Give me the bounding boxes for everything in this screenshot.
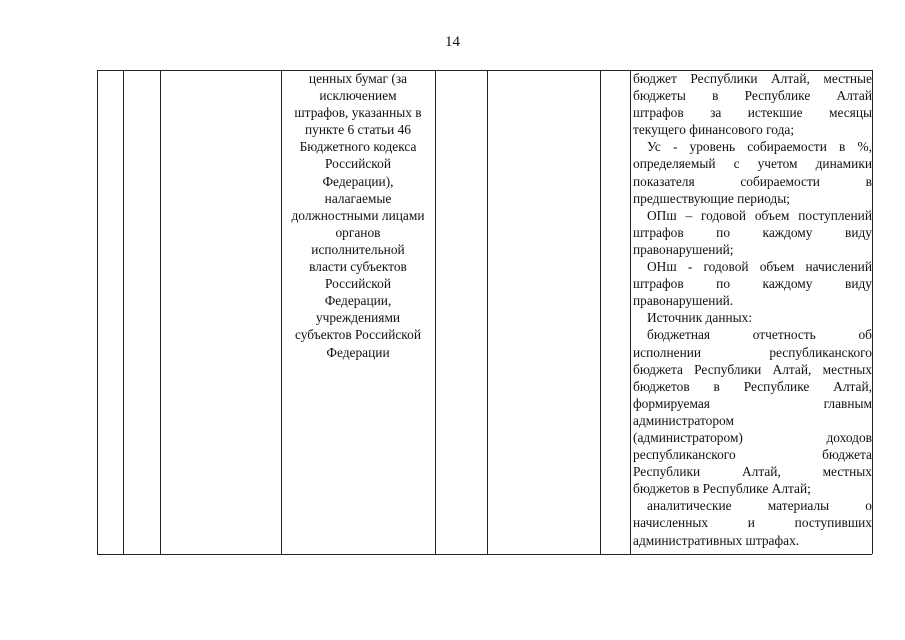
name-line: должностными лицами — [291, 207, 425, 223]
name-line: Федерации, — [324, 293, 392, 309]
table-border-right — [872, 70, 873, 554]
method-line: ОПш – годовой объем поступлений — [647, 207, 872, 223]
name-line: налагаемые — [324, 190, 392, 206]
method-line: ОНш - годовой объем начислений — [647, 259, 872, 275]
name-line: власти субъектов — [309, 259, 407, 275]
method-line: предшествующие периоды; — [633, 190, 790, 206]
method-line: начисленных и поступивших — [633, 515, 872, 531]
method-line: (администратором) доходов — [633, 429, 872, 445]
income-name-cell — [281, 70, 435, 361]
table-border-left — [97, 70, 98, 554]
calculation-method-cell — [633, 70, 872, 549]
method-line: бюджетная отчетность об — [647, 327, 872, 343]
name-line: Российской — [325, 156, 391, 172]
name-line: органов — [335, 224, 381, 240]
method-line: бюджета Республики Алтай, местных — [633, 361, 872, 377]
name-line: Бюджетного кодекса — [299, 139, 417, 155]
method-line: Республики Алтай, местных — [633, 464, 872, 480]
method-line: формируемая главным — [633, 395, 872, 411]
method-line: бюджеты в Республике Алтай — [633, 88, 872, 104]
table-divider-1 — [123, 70, 124, 554]
method-line: штрафов за истекшие месяцы — [633, 105, 872, 121]
method-line: Ус - уровень собираемости в %, — [647, 139, 872, 155]
name-line: Российской — [325, 276, 391, 292]
method-line: показателя собираемости в — [633, 173, 872, 189]
name-line: Федерации — [326, 344, 390, 360]
method-line: штрафов по каждому виду — [633, 276, 872, 292]
method-line: определяемый с учетом динамики — [633, 156, 872, 172]
method-line: штрафов по каждому виду — [633, 224, 872, 240]
method-line: правонарушений; — [633, 241, 734, 257]
table-divider-4 — [435, 70, 436, 554]
method-line: Источник данных: — [647, 310, 753, 326]
method-line: бюджетов в Республике Алтай, — [633, 378, 872, 394]
table-divider-5 — [487, 70, 488, 554]
method-line: аналитические материалы о — [647, 498, 872, 514]
name-line: исключением — [319, 88, 397, 104]
page-number: 14 — [445, 34, 460, 50]
name-line: исполнительной — [311, 241, 405, 257]
name-line: Федерации), — [322, 173, 394, 189]
method-line: административных штрафах. — [633, 532, 800, 548]
name-line: учреждениями — [315, 310, 401, 326]
table-divider-7 — [630, 70, 631, 554]
name-line: ценных бумаг (за — [308, 71, 408, 86]
table-divider-2 — [160, 70, 161, 554]
method-line: бюджет Республики Алтай, местные — [633, 71, 872, 86]
method-line: текущего финансового года; — [633, 122, 795, 138]
table-divider-6 — [600, 70, 601, 554]
name-line: пункте 6 статьи 46 — [305, 122, 411, 138]
method-line: бюджетов в Республике Алтай; — [633, 481, 811, 497]
method-line: республиканского бюджета — [633, 447, 872, 463]
name-line: штрафов, указанных в — [294, 105, 422, 121]
name-line: субъектов Российской — [295, 327, 421, 343]
method-line: администратором — [633, 412, 734, 428]
method-line: правонарушений. — [633, 293, 734, 309]
method-line: исполнении республиканского — [633, 344, 872, 360]
